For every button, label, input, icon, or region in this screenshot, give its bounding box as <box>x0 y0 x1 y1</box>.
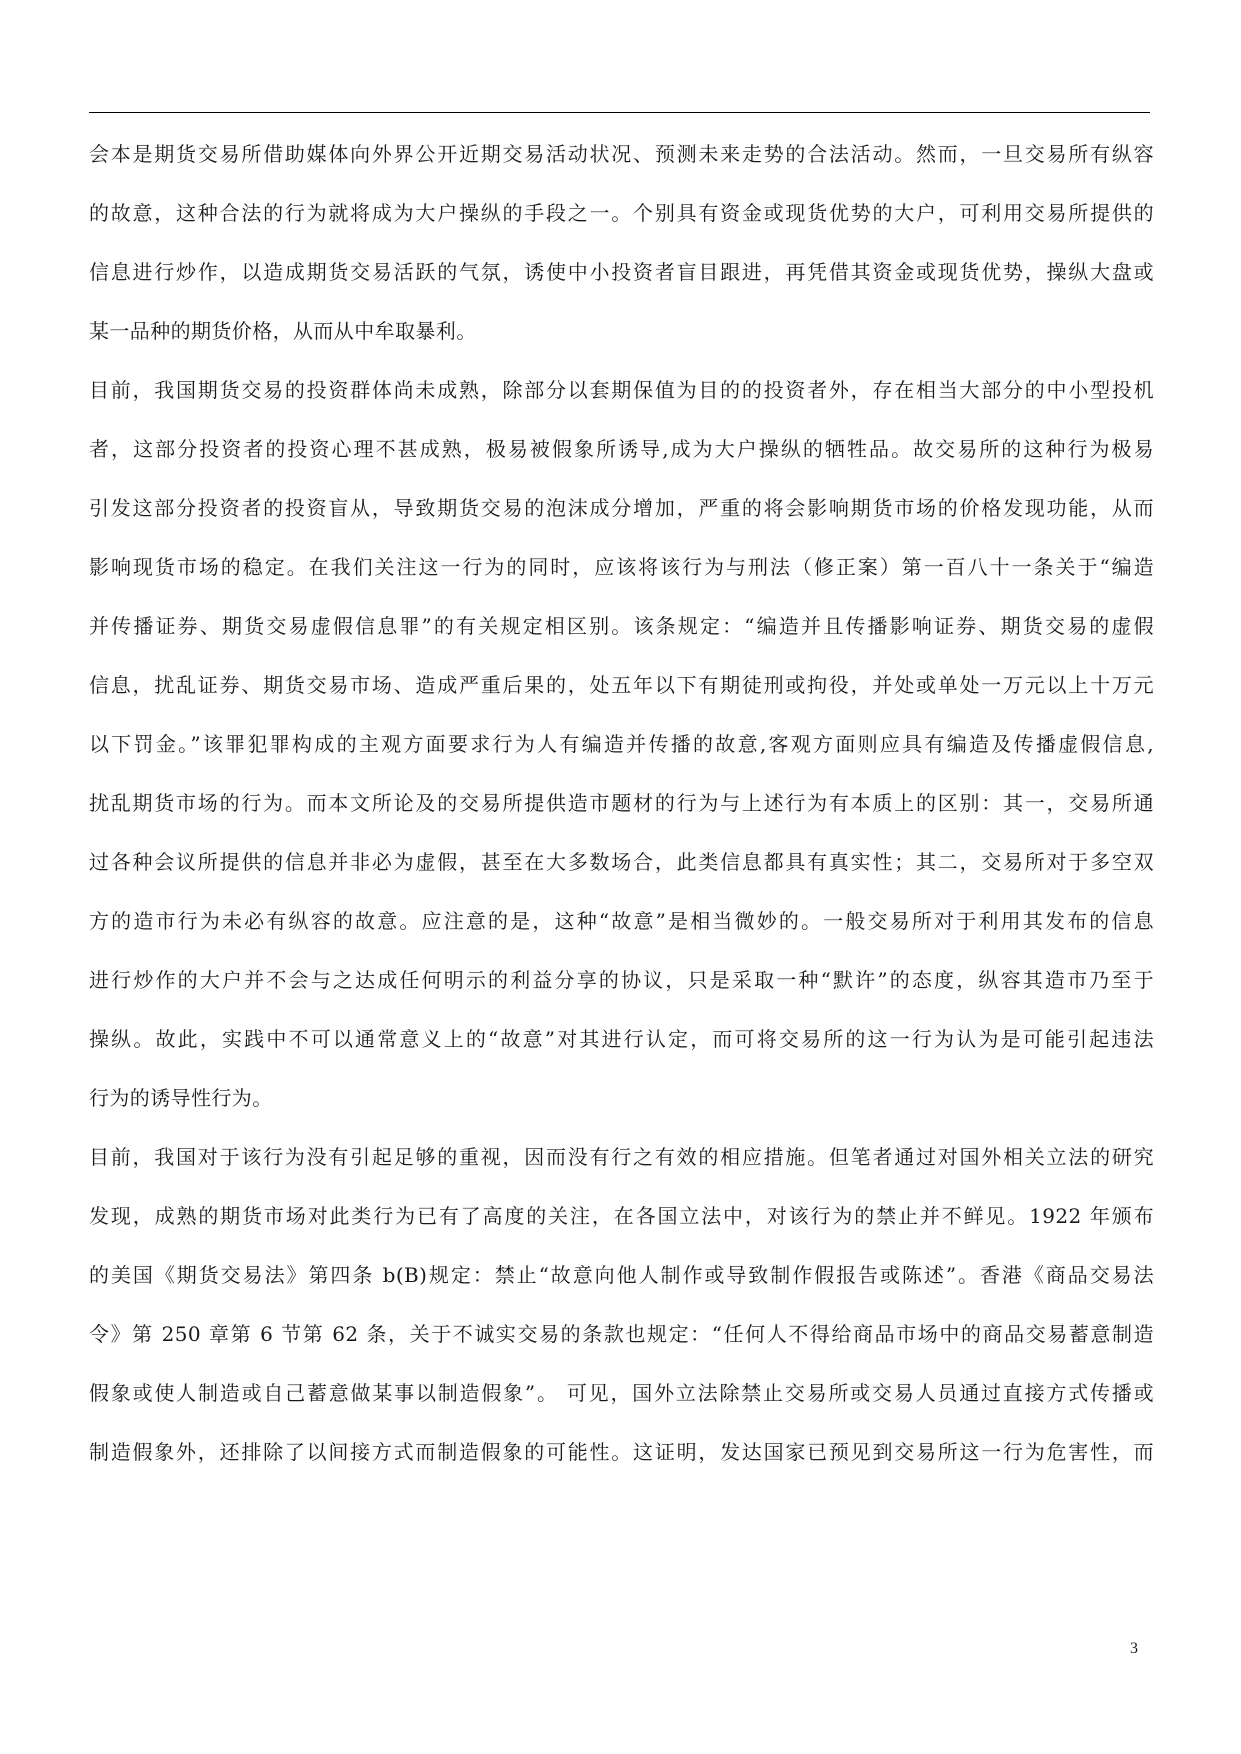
text-line: 目前，我国期货交易的投资群体尚未成熟，除部分以套期保值为目的的投资者外，存在相当大部分的中小型投机 <box>89 378 1154 402</box>
text-line: 行为的诱导性行为。 <box>89 1086 273 1110</box>
document-body <box>89 125 1154 1482</box>
text-line: 某一品种的期货价格，从而从中牟取暴利。 <box>89 319 477 343</box>
header-rule <box>89 112 1150 113</box>
text-line: 会本是期货交易所借助媒体向外界公开近期交易活动状况、预测未来走势的合法活动。然而，一旦交易所有纵容 <box>89 142 1154 166</box>
text-line: 操纵。故此，实践中不可以通常意义上的“故意”对其进行认定，而可将交易所的这一行为认为是可能引起违法 <box>89 1027 1154 1051</box>
page-number: 3 <box>1130 1640 1138 1657</box>
text-line: 以下罚金。”该罪犯罪构成的主观方面要求行为人有编造并传播的故意,客观方面则应具有编造及传播虚假信息, <box>89 732 1154 756</box>
text-line: 方的造市行为未必有纵容的故意。应注意的是，这种“故意”是相当微妙的。一般交易所对于利用其发布的信息 <box>89 909 1154 933</box>
text-line: 假象或使人制造或自己蓄意做某事以制造假象”。 可见，国外立法除禁止交易所或交易人员通过直接方式传播或 <box>89 1381 1154 1405</box>
text-line: 影响现货市场的稳定。在我们关注这一行为的同时，应该将该行为与刑法（修正案）第一百八十一条关于“编造 <box>89 555 1154 579</box>
text-line: 过各种会议所提供的信息并非必为虚假，甚至在大多数场合，此类信息都具有真实性；其二，交易所对于多空双 <box>89 850 1154 874</box>
text-line: 令》第 250 章第 6 节第 62 条，关于不诚实交易的条款也规定：“任何人不得给商品市场中的商品交易蓄意制造 <box>89 1322 1154 1346</box>
text-line: 者，这部分投资者的投资心理不甚成熟，极易被假象所诱导,成为大户操纵的牺牲品。故交易所的这种行为极易 <box>89 437 1154 461</box>
text-line: 信息进行炒作，以造成期货交易活跃的气氛，诱使中小投资者盲目跟进，再凭借其资金或现货优势，操纵大盘或 <box>89 260 1154 284</box>
text-line: 并传播证券、期货交易虚假信息罪”的有关规定相区别。该条规定：“编造并且传播影响证券、期货交易的虚假 <box>89 614 1154 638</box>
text-line: 的美国《期货交易法》第四条 b(B)规定：禁止“故意向他人制作或导致制作假报告或陈述”。香港《商品交易法 <box>89 1263 1154 1287</box>
text-line: 扰乱期货市场的行为。而本文所论及的交易所提供造市题材的行为与上述行为有本质上的区别：其一，交易所通 <box>89 791 1154 815</box>
text-line: 进行炒作的大户并不会与之达成任何明示的利益分享的协议，只是采取一种“默许”的态度，纵容其造市乃至于 <box>89 968 1154 992</box>
text-line: 信息，扰乱证券、期货交易市场、造成严重后果的，处五年以下有期徒刑或拘役，并处或单处一万元以上十万元 <box>89 673 1154 697</box>
text-line: 的故意，这种合法的行为就将成为大户操纵的手段之一。个别具有资金或现货优势的大户，可利用交易所提供的 <box>89 201 1154 225</box>
text-line: 发现，成熟的期货市场对此类行为已有了高度的关注，在各国立法中，对该行为的禁止并不鲜见。1922 年颁布 <box>89 1204 1154 1228</box>
text-line: 目前，我国对于该行为没有引起足够的重视，因而没有行之有效的相应措施。但笔者通过对国外相关立法的研究 <box>89 1145 1154 1169</box>
text-line: 制造假象外，还排除了以间接方式而制造假象的可能性。这证明，发达国家已预见到交易所这一行为危害性，而 <box>89 1440 1154 1464</box>
text-line: 引发这部分投资者的投资盲从，导致期货交易的泡沫成分增加，严重的将会影响期货市场的价格发现功能，从而 <box>89 496 1154 520</box>
